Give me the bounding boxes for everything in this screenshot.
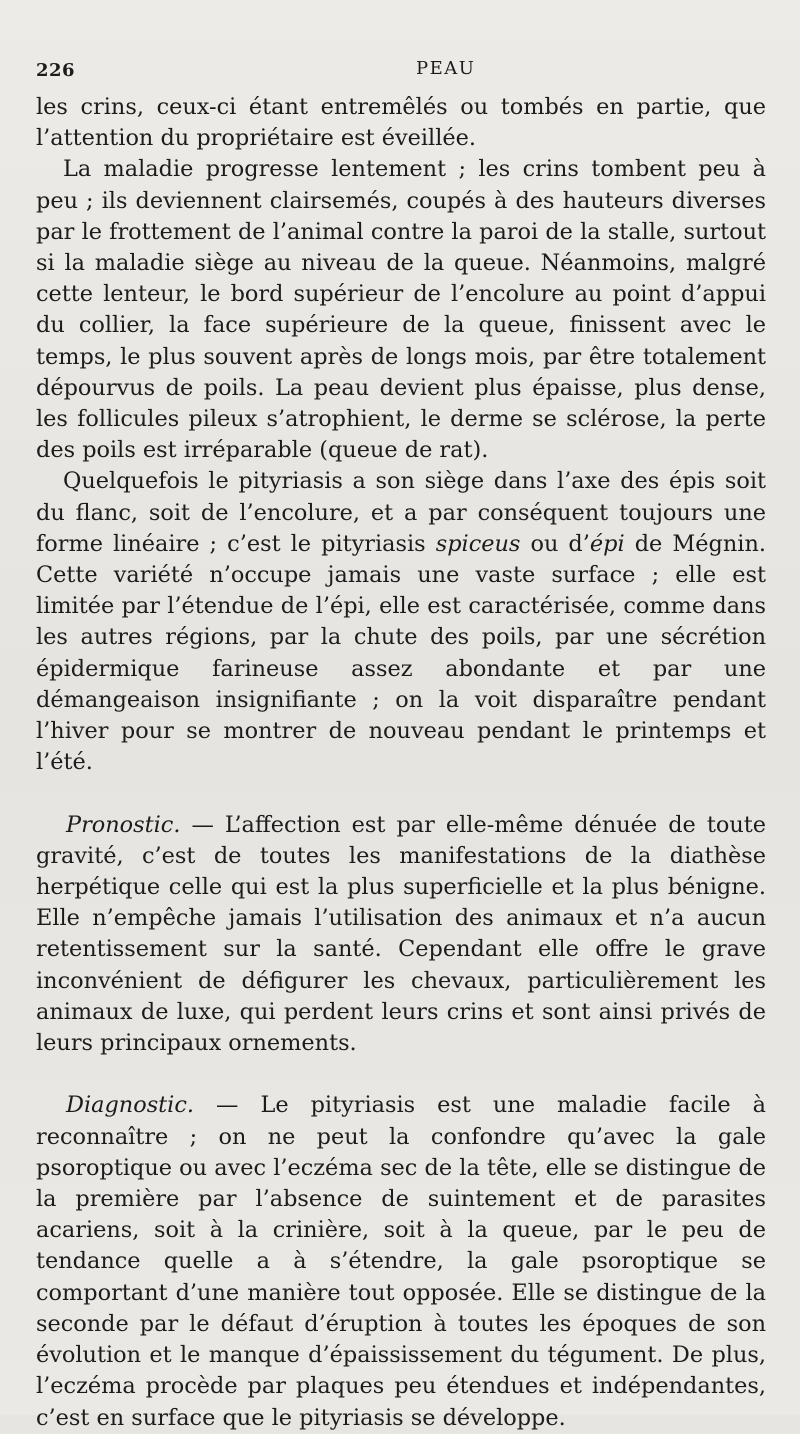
paragraph-progression: La maladie progresse lentement ; les crins tombent peu à peu ; ils deviennent clairsemés, coupés à des hauteurs diverses par le frottement de l’animal contre la paroi de la stalle, surtout si la maladie siège au niveau de la queue. Néanmoins, malgré cette lenteur, le bord supérieur de l’encolure au point d’appui du collier, la face supérieure de la queue, finissent avec le temps, le plus souvent après de longs mois, par être totalement dépourvus de poils. La peau devient plus épaisse, plus dense, les follicules pileux s’atrophient, le derme se sclérose, la perte des poils est irréparable (queue de rat). — [36, 156, 766, 464]
paragraph-spiceus-middle: ou d’ — [520, 530, 590, 557]
term-spiceus: spiceus — [435, 530, 521, 557]
body-text — [36, 92, 766, 1434]
page-header — [36, 56, 766, 86]
term-epi: épi — [589, 530, 625, 557]
paragraph-spiceus-before: Quelquefois le pityriasis a son siège dans l’axe des épis soit du flanc, soit de l’encolure, et a par conséquent toujours une forme linéaire ; c’est le pityriasis — [36, 468, 766, 557]
paragraph-spiceus-after: de Mégnin. Cette variété n’occupe jamais une vaste surface ; elle est limitée par l’étendue de l’épi, elle est caractérisée, comme dans les autres régions, par la chute des poils, par une sécrétion épidermique farineuse assez abondante et par une démangeaison insignifiante ; on la voit disparaître pendant l’hiver pour se montrer de nouveau pendant le printemps et l’été. — [36, 530, 766, 776]
section-title-diagnostic: Diagnostic. — [66, 1092, 195, 1119]
section-text-pronostic: — L’affection est par elle-même dénuée de toute gravité, c’est de toutes les manifestations de la diathèse herpétique celle qui est la plus superficielle et la plus bénigne. Elle n’empêche jamais l’utilisation des animaux et n’a aucun retentissement sur la santé. Cependant elle offre le grave inconvénient de défigurer les chevaux, particulièrement les animaux de luxe, qui perdent leurs crins et sont ainsi privés de leurs principaux ornements. — [36, 811, 766, 1057]
section-text-diagnostic: — Le pityriasis est une maladie facile à reconnaître ; on ne peut la confondre qu’avec la gale psoroptique ou avec l’eczéma sec de la tête, elle se distingue de la première par l’absence de suintement et de parasites acariens, soit à la crinière, soit à la queue, par le peu de tendance quelle a à s’étendre, la gale psoroptique se comportant d’une manière tout opposée. Elle se distingue de la seconde par le défaut d’éruption à toutes les époques de son évolution et le manque d’épaississement du tégument. De plus, l’eczéma procède par plaques peu étendues et indépendantes, c’est en surface que le pityriasis se développe. — [36, 1092, 766, 1431]
paragraph-spiceus — [36, 466, 766, 778]
paragraph-continuation: les crins, ceux-ci étant entremêlés ou tombés en partie, que l’attention du propriétaire est éveillée. — [36, 94, 766, 152]
page-number: 226 — [36, 60, 76, 81]
section-title-pronostic: Pronostic. — [66, 811, 181, 838]
section-pronostic — [36, 810, 766, 1060]
section-diagnostic — [36, 1090, 766, 1433]
running-head: PEAU — [416, 58, 476, 79]
